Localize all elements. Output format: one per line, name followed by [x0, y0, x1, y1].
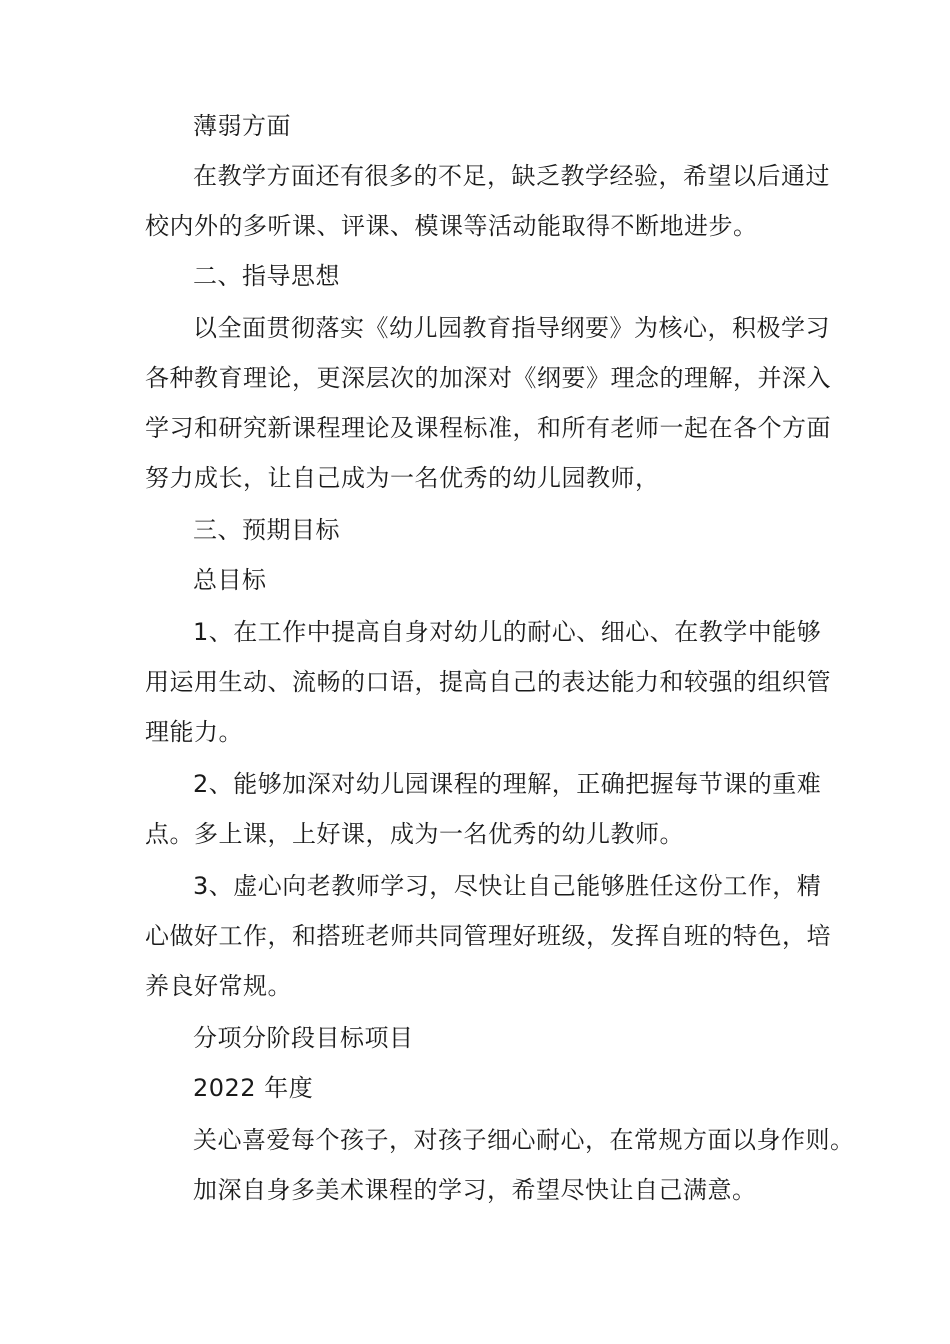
paragraph-line: 理能力。 [145, 718, 243, 746]
paragraph-line: 校内外的多听课、评课、模课等活动能取得不断地进步。 [145, 212, 758, 240]
paragraph-line: 2、能够加深对幼儿园课程的理解，正确把握每节课的重难 [193, 770, 822, 798]
paragraph-line: 点。多上课，上好课，成为一名优秀的幼儿教师。 [145, 820, 684, 848]
paragraph-line: 各种教育理论，更深层次的加深对《纲要》理念的理解，并深入 [145, 364, 831, 392]
paragraph-line: 1、在工作中提高自身对幼儿的耐心、细心、在教学中能够 [193, 618, 822, 646]
paragraph-line: 以全面贯彻落实《幼儿园教育指导纲要》为核心，积极学习 [193, 314, 830, 342]
paragraph-line: 加深自身多美术课程的学习，希望尽快让自己满意。 [193, 1176, 757, 1204]
heading-phased-goals: 分项分阶段目标项目 [193, 1024, 414, 1052]
heading-expected-goals: 三、预期目标 [193, 516, 340, 544]
heading-guiding-thought: 二、指导思想 [193, 262, 340, 290]
heading-weak-aspects: 薄弱方面 [193, 112, 291, 140]
paragraph-line: 努力成长，让自己成为一名优秀的幼儿园教师， [145, 464, 660, 492]
paragraph-line: 3、虚心向老教师学习，尽快让自己能够胜任这份工作，精 [193, 872, 822, 900]
paragraph-line: 养良好常规。 [145, 972, 292, 1000]
paragraph-line: 关心喜爱每个孩子，对孩子细心耐心，在常规方面以身作则。 [193, 1126, 855, 1154]
paragraph-line: 心做好工作，和搭班老师共同管理好班级，发挥自班的特色，培 [145, 922, 831, 950]
heading-overall-goal: 总目标 [193, 566, 267, 594]
heading-year: 2022 年度 [193, 1074, 314, 1102]
paragraph-line: 用运用生动、流畅的口语，提高自己的表达能力和较强的组织管 [145, 668, 831, 696]
paragraph-line: 学习和研究新课程理论及课程标准，和所有老师一起在各个方面 [145, 414, 831, 442]
paragraph-line: 在教学方面还有很多的不足，缺乏教学经验，希望以后通过 [193, 162, 830, 190]
